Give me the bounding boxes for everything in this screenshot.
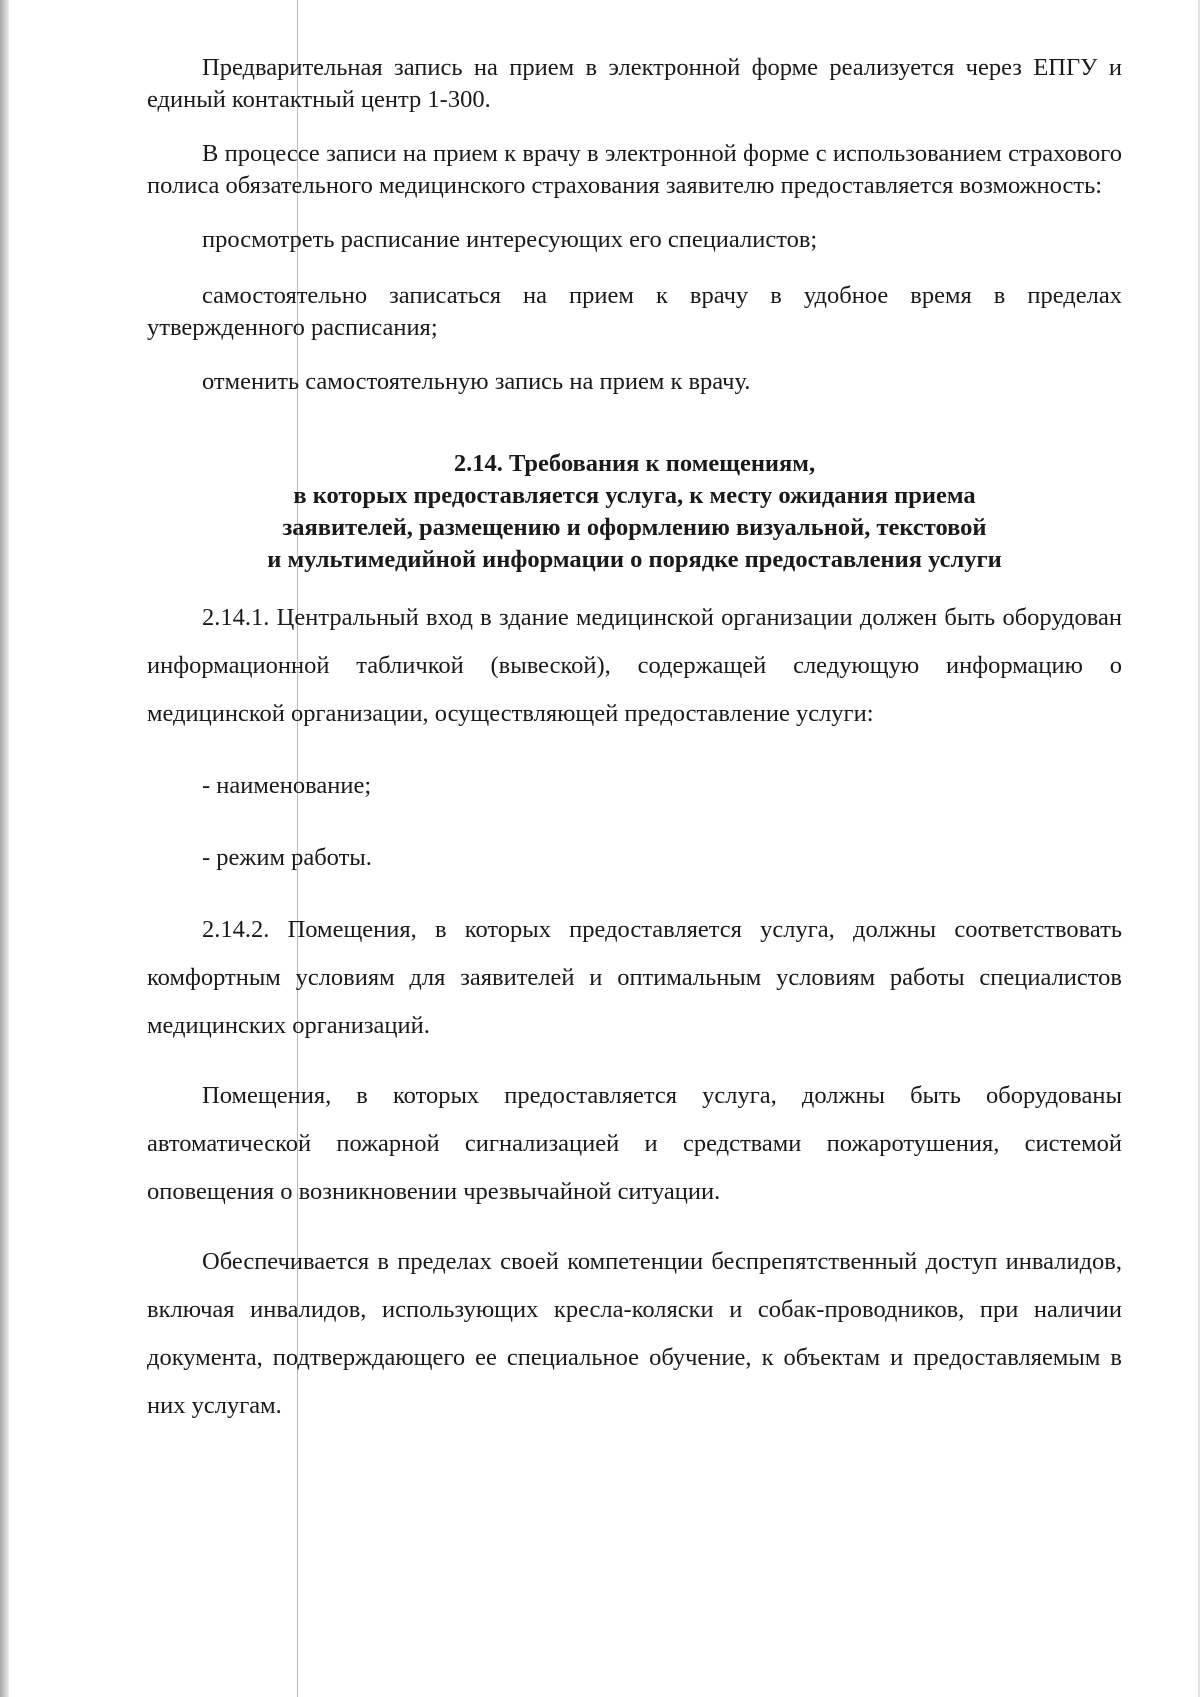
- paragraph-2-14-1: 2.14.1. Центральный вход в здание медицинской организации должен быть оборудован информационной табличкой (вывеской), содержащей следующую информацию о медицинской организации, осуществляющей предоставление услуги:: [147, 604, 1122, 727]
- section-heading-line-2: в которых предоставляется услуга, к месту ожидания приема: [293, 482, 976, 509]
- section-heading: [147, 448, 1122, 576]
- list-item-name: - наименование;: [202, 772, 372, 799]
- paragraph-fire-safety: Помещения, в которых предоставляется услуга, должны быть оборудованы автоматической пожарной сигнализацией и средствами пожаротушения, системой оповещения о возникновении чрезвычайной ситуации.: [147, 1082, 1122, 1205]
- section-heading-line-4: и мультимедийной информации о порядке предоставления услуги: [267, 546, 1002, 573]
- paragraph-view-schedule: просмотреть расписание интересующих его специалистов;: [202, 226, 818, 253]
- paragraph-2-14-2: 2.14.2. Помещения, в которых предоставляется услуга, должны соответствовать комфортным условиям для заявителей и оптимальным условиям работы специалистов медицинских организаций.: [147, 916, 1122, 1039]
- paragraph-cancel-booking: отменить самостоятельную запись на прием к врачу.: [202, 368, 751, 395]
- section-heading-line-1: 2.14. Требования к помещениям,: [453, 450, 816, 477]
- document-page: [147, 52, 1122, 1430]
- list-item-work-hours: - режим работы.: [202, 844, 372, 871]
- scan-left-border: [0, 0, 9, 1697]
- paragraph-accessibility: Обеспечивается в пределах своей компетенции беспрепятственный доступ инвалидов, включая инвалидов, использующих кресла-коляски и собак-проводников, при наличии документа, подтверждающего ее специальное обучение, к объектам и предоставляемым в них услугам.: [147, 1248, 1122, 1419]
- paragraph-self-booking: самостоятельно записаться на прием к врачу в удобное время в пределах утвержденного расписания;: [147, 282, 1122, 341]
- paragraph-electronic-booking: Предварительная запись на прием в электронной форме реализуется через ЕПГУ и единый контактный центр 1-300.: [147, 54, 1122, 113]
- paragraph-booking-process: В процессе записи на прием к врачу в электронной форме с использованием страхового полиса обязательного медицинского страхования заявителю предоставляется возможность:: [147, 140, 1122, 199]
- section-heading-line-3: заявителей, размещению и оформлению визуальной, текстовой: [282, 514, 987, 541]
